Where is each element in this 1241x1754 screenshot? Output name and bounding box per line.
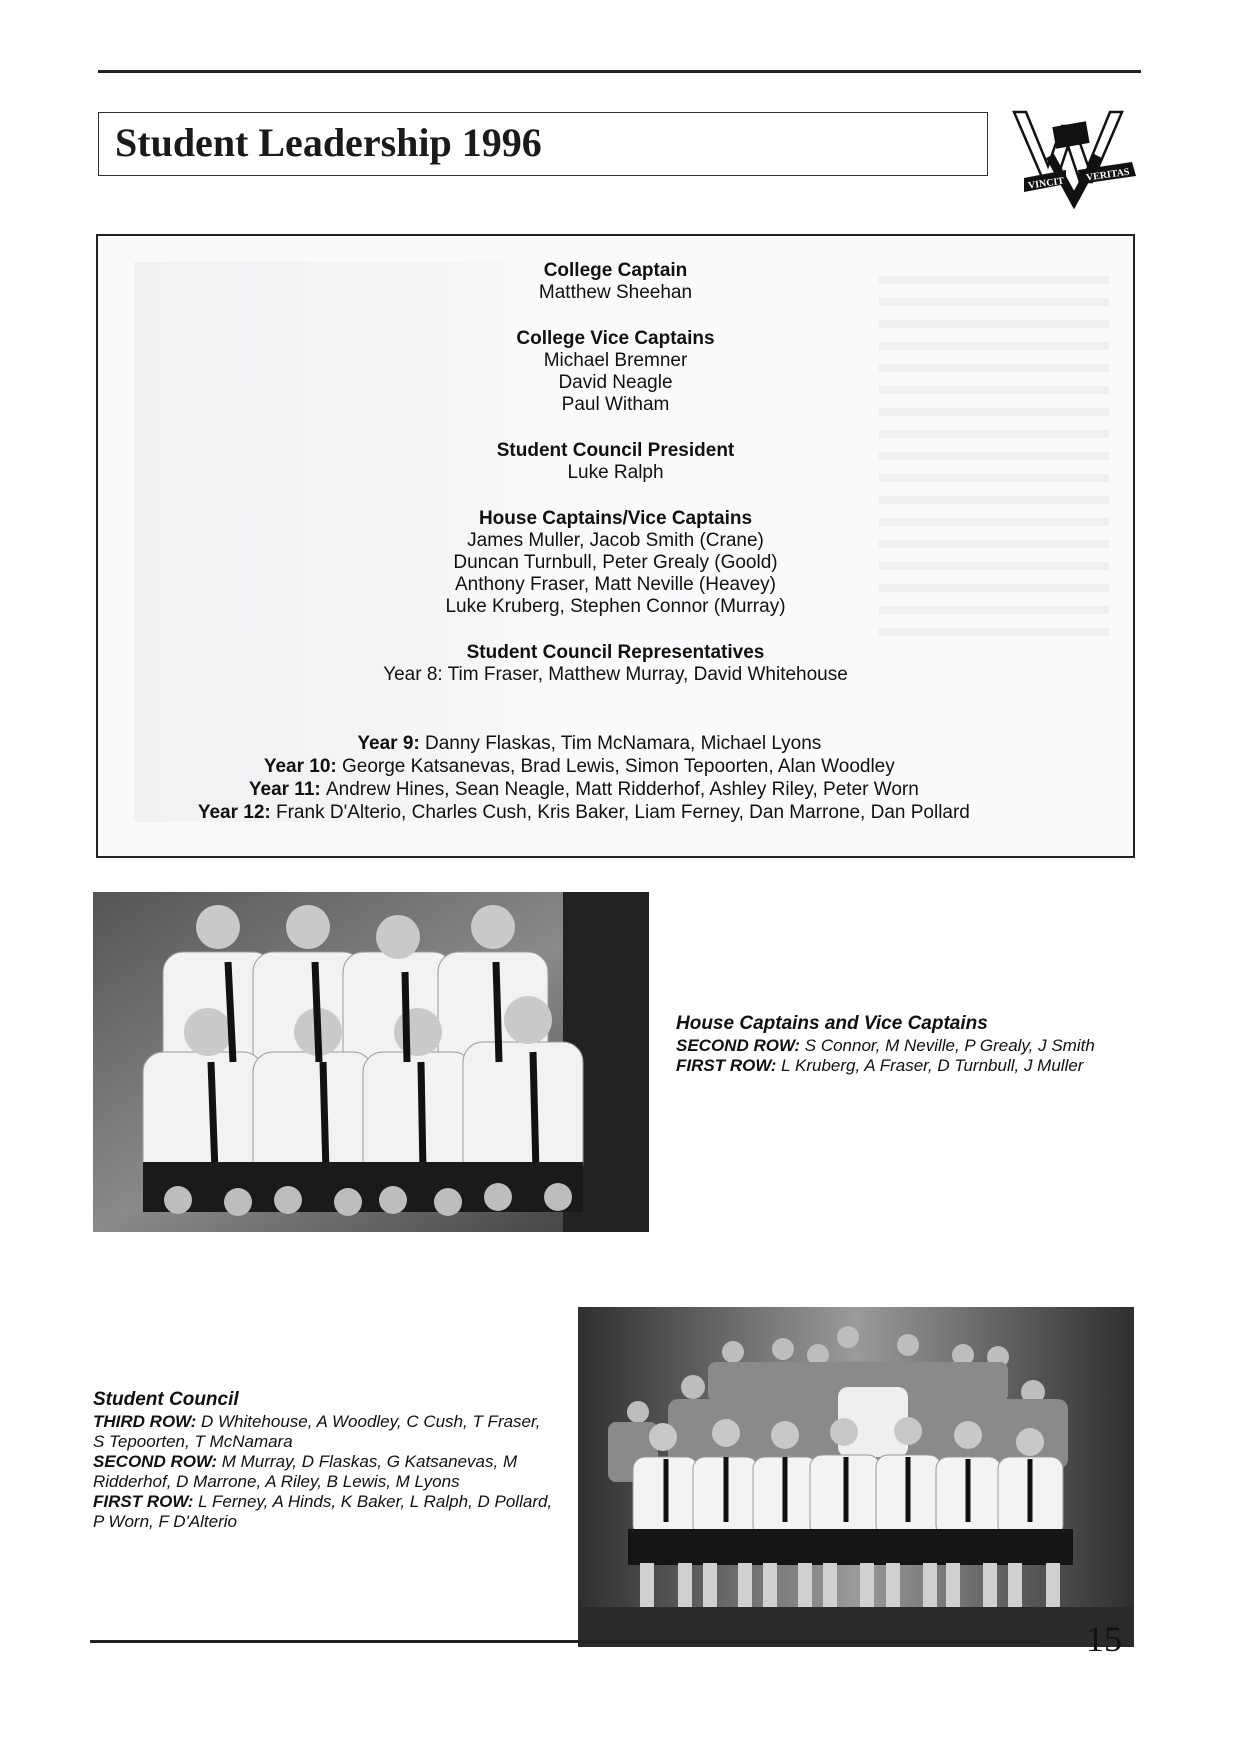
- caption-title: Student Council: [93, 1389, 239, 1410]
- crest-icon: [1010, 104, 1145, 209]
- leadership-box: [96, 234, 1135, 858]
- row-names: S Connor, M Neville, P Grealy, J Smith: [800, 1036, 1095, 1055]
- house-captains-photo: [93, 892, 649, 1232]
- group-name: Luke Kruberg, Stephen Connor (Murray): [445, 596, 786, 617]
- council-reps-group: [98, 642, 1133, 686]
- group-heading: Student Council President: [496, 440, 735, 461]
- year-names: Andrew Hines, Sean Neagle, Matt Ridderhof, Ashley Riley, Peter Worn: [326, 779, 919, 800]
- caption-title: House Captains and Vice Captains: [676, 1013, 988, 1034]
- caption-first-row: [676, 1056, 1106, 1076]
- row-label: FIRST ROW:: [676, 1056, 777, 1075]
- row-names: D Whitehouse, A Woodley, C Cush, T Fraser, S Tepoorten, T McNamara: [93, 1412, 541, 1451]
- year-label: Year 9:: [357, 733, 425, 754]
- group-name: Matthew Sheehan: [538, 282, 693, 303]
- svg-text:VINCIT: VINCIT: [1027, 175, 1065, 192]
- year-label: Year 12:: [197, 802, 276, 823]
- group-name: David Neagle: [558, 372, 673, 393]
- group-heading: College Vice Captains: [516, 328, 715, 349]
- group-name: Luke Ralph: [567, 462, 664, 483]
- row-names: L Kruberg, A Fraser, D Turnbull, J Muller: [776, 1056, 1084, 1075]
- group-name: Anthony Fraser, Matt Neville (Heavey): [454, 574, 776, 595]
- house-captains-caption: [676, 1012, 1106, 1076]
- year-names: Danny Flaskas, Tim McNamara, Michael Lyons: [425, 733, 822, 754]
- year-names: George Katsanevas, Brad Lewis, Simon Tepoorten, Alan Woodley: [342, 756, 895, 777]
- caption-second-row: [676, 1036, 1106, 1056]
- house-captains-group: [98, 508, 1133, 618]
- row-names: L Ferney, A Hinds, K Baker, L Ralph, D Pollard, P Worn, F D'Alterio: [93, 1492, 553, 1531]
- svg-text:VERITAS: VERITAS: [1085, 166, 1131, 184]
- group-name: Michael Bremner: [543, 350, 688, 371]
- year-names: Frank D'Alterio, Charles Cush, Kris Baker, Liam Ferney, Dan Marrone, Dan Pollard: [276, 802, 970, 823]
- row-label: SECOND ROW:: [676, 1036, 801, 1055]
- title-box: [98, 112, 988, 176]
- group-name: Paul Witham: [561, 394, 670, 415]
- year10-row: [98, 755, 1133, 778]
- page-title: Student Leadership 1996: [115, 120, 542, 165]
- year-label: Year 11:: [248, 779, 326, 800]
- year-label: Year 10:: [263, 756, 342, 777]
- year-reps-list: [98, 732, 1133, 824]
- council-president-group: [98, 440, 1133, 484]
- caption-second-row: [93, 1452, 553, 1492]
- top-rule: [98, 70, 1141, 73]
- row-label: THIRD ROW:: [93, 1412, 197, 1431]
- row-label: FIRST ROW:: [93, 1492, 194, 1511]
- row-label: SECOND ROW:: [93, 1452, 218, 1471]
- leadership-list: [98, 260, 1133, 686]
- student-council-photo: [578, 1307, 1134, 1647]
- vice-captains-group: [98, 328, 1133, 416]
- bottom-rule: [90, 1640, 1040, 1643]
- caption-first-row: [93, 1492, 553, 1532]
- group-heading: Student Council Representatives: [466, 642, 765, 663]
- year11-row: [98, 778, 1133, 801]
- row-names: M Murray, D Flaskas, G Katsanevas, M Ridderhof, D Marrone, A Riley, B Lewis, M Lyons: [93, 1452, 518, 1491]
- group-heading: College Captain: [543, 260, 688, 281]
- group-heading: House Captains/Vice Captains: [478, 508, 753, 529]
- year8-reps: Year 8: Tim Fraser, Matthew Murray, David Whitehouse: [383, 664, 848, 685]
- caption-third-row: [93, 1412, 553, 1452]
- group-name: James Muller, Jacob Smith (Crane): [467, 530, 764, 551]
- student-council-caption: [93, 1388, 553, 1532]
- page-number: 15: [1086, 1619, 1122, 1659]
- school-crest-logo: [1010, 104, 1145, 209]
- year9-row: [98, 732, 1133, 755]
- group-name: Duncan Turnbull, Peter Grealy (Goold): [453, 552, 778, 573]
- year12-row: [98, 801, 1133, 824]
- college-captain-group: [98, 260, 1133, 304]
